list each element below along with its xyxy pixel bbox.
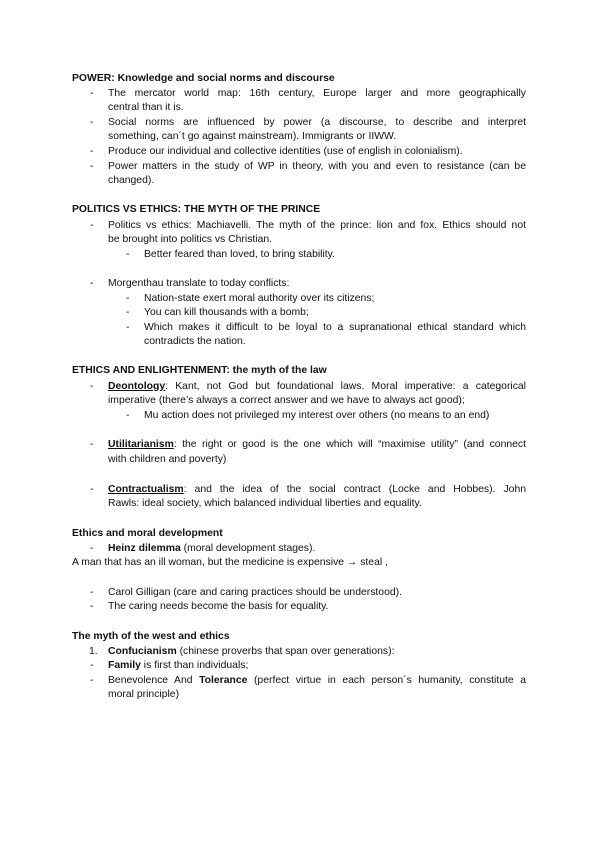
list-item-continuation: with children and poverty) — [108, 454, 227, 465]
sub-bullet-dash: - — [126, 410, 130, 421]
list-item-continuation: something, can´t go against mainstream). Immigrants or IIWW. — [108, 131, 397, 142]
sub-bullet-dash: - — [126, 249, 130, 260]
paragraph-line: A man that has an ill woman, but the medicine is expensive → steal , — [72, 557, 388, 568]
bullet-dash: - — [90, 381, 94, 392]
bullet-dash: - — [90, 587, 94, 598]
list-item-continuation: Rawls: ideal society, which balanced individual liberties and equality. — [108, 498, 422, 509]
bullet-dash: - — [90, 161, 94, 172]
deontology-text: : Kant, not God but foundational laws. Moral imperative: a categorical — [165, 381, 526, 392]
sub-bullet-dash: - — [126, 293, 130, 304]
list-item: Social norms are influenced by power (a discourse, to describe and interpret — [108, 117, 526, 128]
list-item: Morgenthau translate to today conflicts: — [108, 278, 290, 289]
bullet-dash: - — [90, 439, 94, 450]
term-deontology: Deontology — [108, 381, 166, 392]
section-heading-moral: Ethics and moral development — [72, 528, 223, 539]
sub-list-item: Mu action does not privileged my interest over others (no means to an end) — [144, 410, 490, 421]
term-utilitarianism: Utilitarianism — [108, 439, 174, 450]
section-heading-politics: POLITICS VS ETHICS: THE MYTH OF THE PRINCE — [72, 204, 321, 215]
list-item-deontology — [108, 380, 526, 395]
bullet-dash: - — [90, 88, 94, 99]
bullet-dash: - — [90, 278, 94, 289]
list-item: Power matters in the study of WP in theory, with you and even to resistance (can be — [108, 161, 526, 172]
bullet-dash: - — [90, 484, 94, 495]
list-item-continuation: changed). — [108, 175, 155, 186]
list-item: Carol Gilligan (care and caring practices should be understood). — [108, 587, 402, 598]
list-item-continuation: imperative (there’s always a correct answer and we have to always act good); — [108, 395, 465, 406]
term-contractualism: Contractualism — [108, 484, 184, 495]
list-item-heinz — [108, 542, 315, 557]
list-item-continuation: central than it is. — [108, 102, 184, 113]
sub-bullet-dash: - — [126, 322, 130, 333]
list-item: The caring needs become the basis for equality. — [108, 601, 329, 612]
section-heading-power: POWER: Knowledge and social norms and discourse — [72, 73, 335, 84]
bullet-dash: - — [90, 117, 94, 128]
benevolence-rest-text: (perfect virtue in each person´s humanity, constitute a — [247, 675, 526, 686]
term-tolerance: Tolerance — [199, 675, 248, 686]
sub-bullet-dash: - — [126, 307, 130, 318]
list-item: Politics vs ethics: Machiavelli. The myth of the prince: lion and fox. Ethics should not — [108, 220, 526, 231]
list-item-benevolence — [108, 674, 526, 689]
list-item-utilitarianism — [108, 438, 526, 453]
bullet-dash: - — [90, 660, 94, 671]
heinz-text: (moral development stages). — [180, 543, 316, 554]
bullet-dash: - — [90, 220, 94, 231]
bullet-dash: - — [90, 675, 94, 686]
term-family: Family — [108, 660, 141, 671]
sub-list-item: Better feared than loved, to bring stability. — [144, 249, 335, 260]
section-heading-enlightenment: ETHICS AND ENLIGHTENMENT: the myth of the law — [72, 365, 327, 376]
utilitarianism-text: : the right or good is the one which will “maximise utility” (and connect — [173, 439, 526, 450]
contractualism-text: : and the idea of the social contract (Locke and Hobbes). John — [183, 484, 526, 495]
sub-list-item: Nation-state exert moral authority over its citizens; — [144, 293, 375, 304]
list-item: Produce our individual and collective identities (use of english in colonialism). — [108, 146, 463, 157]
sub-list-item: You can kill thousands with a bomb; — [144, 307, 309, 318]
list-item-continuation: moral principle) — [108, 689, 180, 700]
family-text: is first than individuals; — [140, 660, 249, 671]
sub-list-item: Which makes it difficult to be loyal to a supranational ethical standard which — [144, 322, 526, 333]
section-heading-west: The myth of the west and ethics — [72, 631, 230, 642]
benevolence-text: Benevolence And — [108, 675, 200, 686]
bullet-dash: - — [90, 601, 94, 612]
list-item: The mercator world map: 16th century, Europe larger and more geographically — [108, 88, 526, 99]
list-item-family — [108, 659, 248, 674]
confucianism-text: (chinese proverbs that span over generations): — [176, 646, 395, 657]
bullet-dash: - — [90, 146, 94, 157]
sub-list-item-continuation: contradicts the nation. — [144, 336, 246, 347]
term-heinz: Heinz dilemma — [108, 543, 181, 554]
list-item-contractualism — [108, 483, 526, 498]
bullet-dash: - — [90, 543, 94, 554]
list-item-confucianism — [108, 645, 394, 660]
list-item-continuation: be brought into politics vs Christian. — [108, 234, 273, 245]
term-confucianism: Confucianism — [108, 646, 177, 657]
list-number: 1. — [89, 646, 98, 657]
